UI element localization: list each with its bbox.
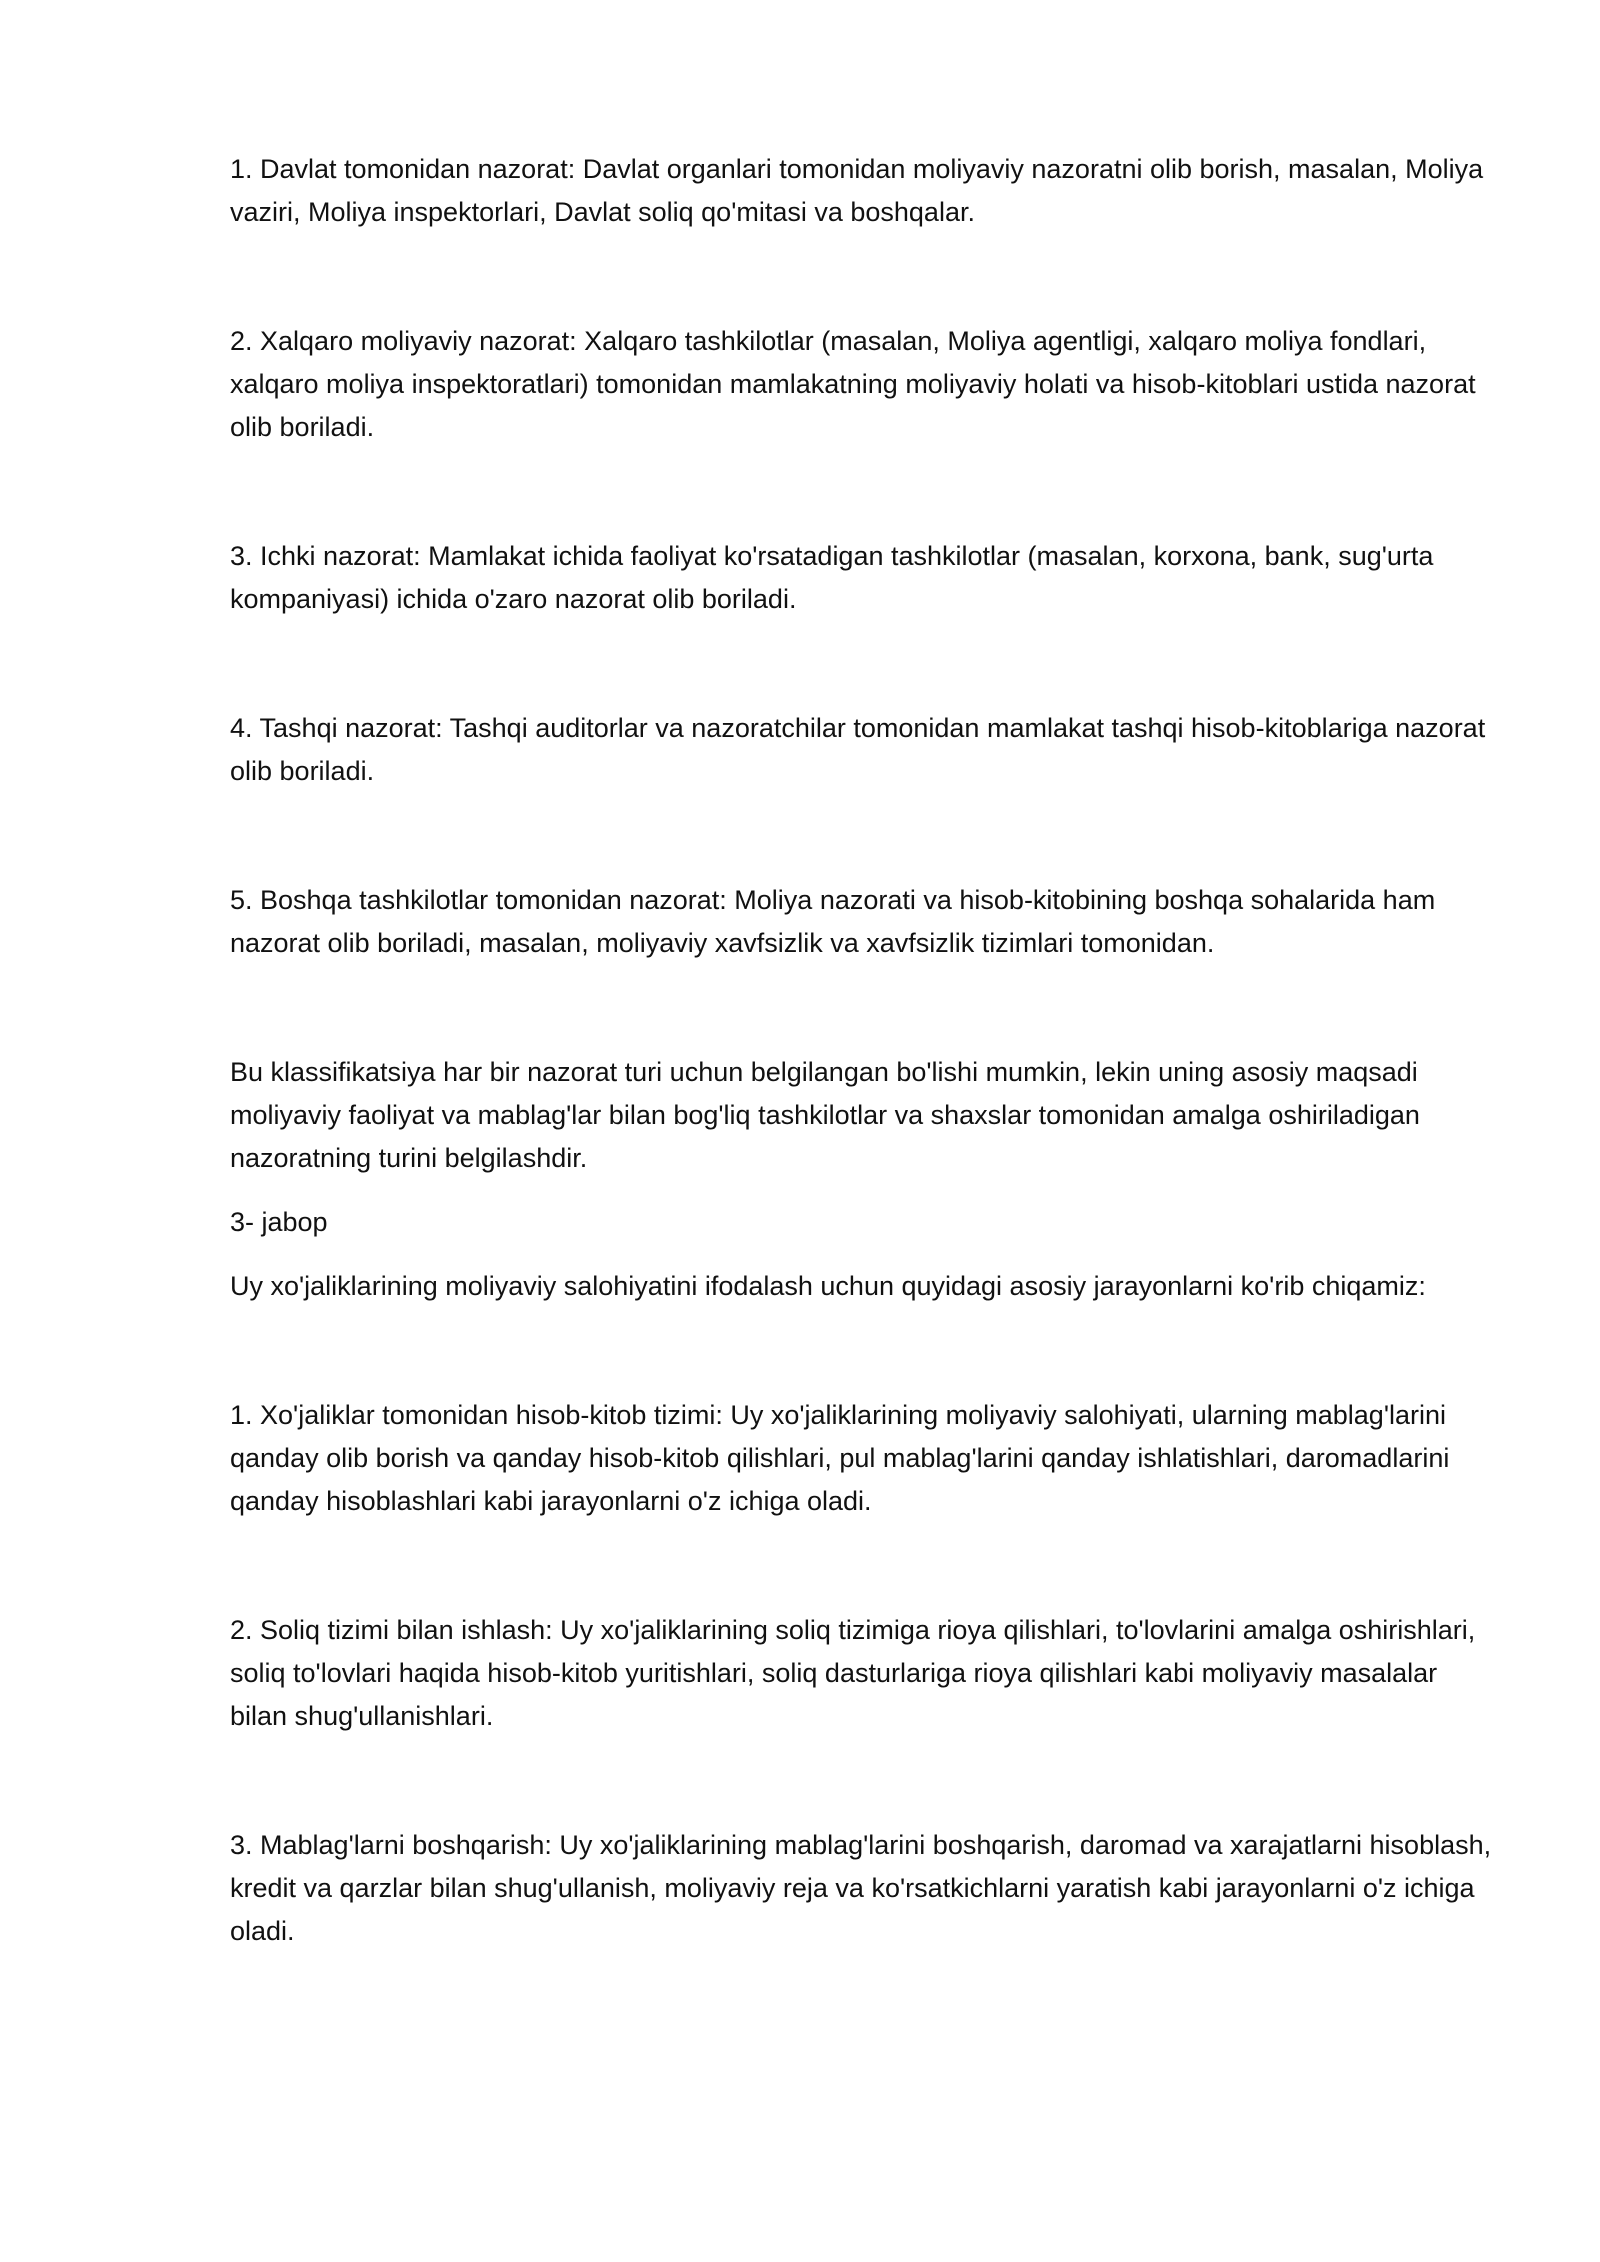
paragraph-external-control: 4. Tashqi nazorat: Tashqi auditorlar va nazoratchilar tomonidan mamlakat tashqi hisob-kitoblariga nazorat olib boriladi. [230,713,1486,786]
paragraph-internal-control: 3. Ichki nazorat: Mamlakat ichida faoliyat ko'rsatadigan tashkilotlar (masalan, korxona, bank, sug'urta kompaniyasi) ichida o'zaro nazorat olib boriladi. [230,541,1434,614]
paragraph-household-accounting: 1. Xo'jaliklar tomonidan hisob-kitob tizimi: Uy xo'jaliklarining moliyaviy salohiyati, ularning mablag'larini qanday olib borish va qanday hisob-kitob qilishlari, pul mablag'larini qanday ishlatishlari, daromadlarini qanday hisoblashlari kabi jarayonlarni o'z ichiga oladi. [230,1400,1450,1516]
paragraph-classification-summary: Bu klassifikatsiya har bir nazorat turi uchun belgilangan bo'lishi mumkin, lekin uning asosiy maqsadi moliyaviy faoliyat va mablag'lar bilan bog'liq tashkilotlar va shaxslar tomonidan amalga oshiriladigan nazoratning turini belgilashdir. [230,1057,1420,1173]
paragraph-other-organizations-control: 5. Boshqa tashkilotlar tomonidan nazorat: Moliya nazorati va hisob-kitobining boshqa sohalarida ham nazorat olib boriladi, masalan, moliyaviy xavfsizlik va xavfsizlik tizimlari tomonidan. [230,885,1436,958]
paragraph-household-intro: Uy xo'jaliklarining moliyaviy salohiyatini ifodalash uchun quyidagi asosiy jarayonlarni ko'rib chiqamiz: [230,1271,1426,1301]
paragraph-household-tax: 2. Soliq tizimi bilan ishlash: Uy xo'jaliklarining soliq tizimiga rioya qilishlari, to'lovlarini amalga oshirishlari, soliq to'lovlari haqida hisob-kitob yuritishlari, soliq dasturlariga rioya qilishlari kabi moliyaviy masalalar bilan shug'ullanishlari. [230,1615,1476,1731]
paragraph-state-control: 1. Davlat tomonidan nazorat: Davlat organlari tomonidan moliyaviy nazoratni olib borish, masalan, Moliya vaziri, Moliya inspektorlari, Davlat soliq qo'mitasi va boshqalar. [230,154,1484,227]
document-body [230,148,1500,1953]
section-heading-answer-3: 3- jabop [230,1207,328,1237]
paragraph-international-control: 2. Xalqaro moliyaviy nazorat: Xalqaro tashkilotlar (masalan, Moliya agentligi, xalqaro moliya fondlari, xalqaro moliya inspektoratlari) tomonidan mamlakatning moliyaviy holati va hisob-kitoblari ustida nazorat olib boriladi. [230,326,1476,442]
paragraph-household-funds-management: 3. Mablag'larni boshqarish: Uy xo'jaliklarining mablag'larini boshqarish, daromad va xarajatlarni hisoblash, kredit va qarzlar bilan shug'ullanish, moliyaviy reja va ko'rsatkichlarni yaratish kabi jarayonlarni o'z ichiga oladi. [230,1830,1492,1946]
